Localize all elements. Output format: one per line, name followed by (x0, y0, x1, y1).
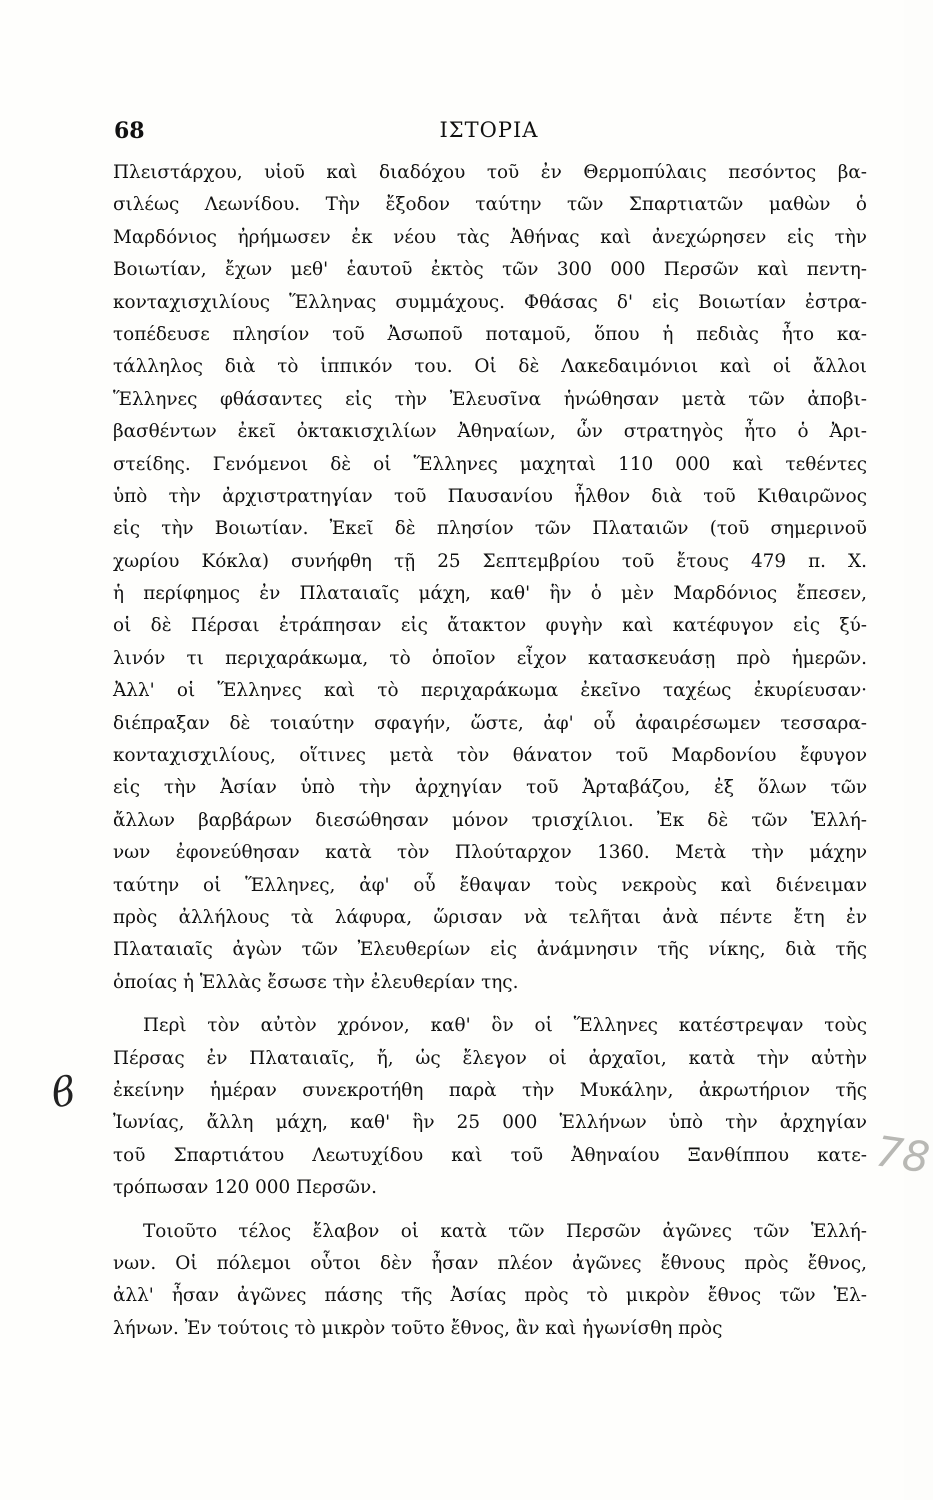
body-text (113, 157, 867, 1345)
text-line: ἐκείνην ἡμέραν συνεκροτήθη παρὰ τὴν Μυκάλην, ἀκρωτήριον τῆς (113, 1079, 867, 1101)
text-line: βασθέντων ἐκεῖ ὀκτακισχιλίων Ἀθηναίων, ὧν στρατηγὸς ἦτο ὁ Ἀρι- (113, 421, 867, 443)
text-line: λινόν τι περιχαράκωμα, τὸ ὁποῖον εἶχον κατασκευάσῃ πρὸ ἡμερῶν. (113, 647, 867, 669)
text-line: Τοιοῦτο τέλος ἔλαβον οἱ κατὰ τῶν Περσῶν ἀγῶνες τῶν Ἑλλή- (143, 1220, 867, 1242)
text-line: σιλέως Λεωνίδου. Τὴν ἔξοδον ταύτην τῶν Σπαρτιατῶν μαθὼν ὁ (113, 194, 867, 216)
margin-handwritten-note: ϐ (48, 1068, 79, 1118)
text-line: στείδης. Γενόμενοι δὲ οἱ Ἕλληνες μαχηταὶ 110 000 καὶ τεθέντες (113, 453, 867, 475)
text-line: πρὸς ἀλλήλους τὰ λάφυρα, ὥρισαν νὰ τελῆται ἀνὰ πέντε ἔτη ἐν (113, 906, 867, 928)
paragraph (113, 1216, 867, 1346)
text-line: ὁποίας ἡ Ἑλλὰς ἔσωσε τὴν ἐλευθερίαν της. (113, 971, 519, 993)
page-number: 68 (114, 118, 145, 144)
paragraph-gap (113, 1205, 867, 1216)
text-line: κονταχισχιλίους, οἵτινες μετὰ τὸν θάνατον τοῦ Μαρδονίου ἔφυγον (113, 745, 867, 767)
text-line: οἱ δὲ Πέρσαι ἐτράπησαν εἰς ἄτακτον φυγὴν καὶ κατέφυγον εἰς ξύ- (113, 615, 867, 637)
text-line: Πλειστάρχου, υἱοῦ καὶ διαδόχου τοῦ ἐν Θερμοπύλαις πεσόντος βα- (113, 162, 867, 183)
text-line: Πέρσας ἐν Πλαταιαῖς, ἤ, ὡς ἔλεγον οἱ ἀρχαῖοι, κατὰ τὴν αὐτὴν (113, 1047, 867, 1069)
running-head: ΙΣΤΟΡΙΑ (439, 118, 539, 142)
text-line: διέπραξαν δὲ τοιαύτην σφαγήν, ὥστε, ἀφ' οὗ ἀφαιρέσωμεν τεσσαρα- (113, 712, 867, 734)
text-line: κονταχισχιλίους Ἕλληνας συμμάχους. Φθάσας δ' εἰς Βοιωτίαν ἐστρα- (113, 291, 867, 313)
text-line: Πλαταιαῖς ἀγὼν τῶν Ἐλευθερίων εἰς ἀνάμνησιν τῆς νίκης, διὰ τῆς (113, 939, 867, 961)
text-line: Ἀλλ' οἱ Ἕλληνες καὶ τὸ περιχαράκωμα ἐκεῖνο ταχέως ἐκυρίευσαν· (113, 680, 867, 702)
text-line: ὑπὸ τὴν ἀρχιστρατηγίαν τοῦ Παυσανίου ἦλθον διὰ τοῦ Κιθαιρῶνος (113, 485, 867, 507)
text-line: τάλληλος διὰ τὸ ἱππικόν του. Οἱ δὲ Λακεδαιμόνιοι καὶ οἱ ἄλλοι (113, 356, 867, 378)
paragraph (113, 1010, 867, 1204)
text-line: χωρίου Κόκλα) συνήφθη τῇ 25 Σεπτεμβρίου τοῦ ἔτους 479 π. Χ. (113, 550, 867, 572)
text-line: Μαρδόνιος ἠρήμωσεν ἐκ νέου τὰς Ἀθήνας καὶ ἀνεχώρησεν εἰς τὴν (113, 226, 867, 248)
text-line: Ἕλληνες φθάσαντες εἰς τὴν Ἐλευσῖνα ἡνώθησαν μετὰ τῶν ἀποβι- (113, 388, 867, 410)
text-line: ἡ περίφημος ἐν Πλαταιαῖς μάχη, καθ' ἣν ὁ μὲν Μαρδόνιος ἔπεσεν, (113, 583, 867, 605)
text-line: εἰς τὴν Ἀσίαν ὑπὸ τὴν ἀρχηγίαν τοῦ Ἀρταβάζου, ἐξ ὅλων τῶν (113, 777, 867, 799)
paragraph (113, 157, 867, 999)
text-line: λήνων. Ἐν τούτοις τὸ μικρὸν τοῦτο ἔθνος, ἂν καὶ ἠγωνίσθη πρὸς (113, 1317, 723, 1339)
text-line: εἰς τὴν Βοιωτίαν. Ἐκεῖ δὲ πλησίον τῶν Πλαταιῶν (τοῦ σημερινοῦ (113, 518, 867, 540)
text-line: ἀλλ' ἦσαν ἀγῶνες πάσης τῆς Ἀσίας πρὸς τὸ μικρὸν ἔθνος τῶν Ἑλ- (113, 1285, 867, 1307)
paragraph-gap (113, 999, 867, 1010)
text-line: Βοιωτίαν, ἔχων μεθ' ἑαυτοῦ ἐκτὸς τῶν 300 000 Περσῶν καὶ πεντη- (113, 259, 867, 281)
text-line: τοπέδευσε πλησίον τοῦ Ἀσωποῦ ποταμοῦ, ὅπου ἡ πεδιὰς ἦτο κα- (113, 323, 867, 345)
text-line: τοῦ Σπαρτιάτου Λεωτυχίδου καὶ τοῦ Ἀθηναίου Ξανθίππου κατε- (113, 1144, 867, 1166)
text-line: Περὶ τὸν αὐτὸν χρόνον, καθ' ὃν οἱ Ἕλληνες κατέστρεψαν τοὺς (143, 1015, 867, 1037)
text-line: Ἰωνίας, ἄλλη μάχη, καθ' ἣν 25 000 Ἑλλήνων ὑπὸ τὴν ἀρχηγίαν (113, 1112, 867, 1134)
text-line: τρόπωσαν 120 000 Περσῶν. (113, 1177, 377, 1199)
pencil-mark: 78 (872, 1126, 933, 1183)
text-line: νων. Οἱ πόλεμοι οὗτοι δὲν ἦσαν πλέον ἀγῶνες ἔθνους πρὸς ἔθνος, (113, 1252, 867, 1274)
text-line: νων ἐφονεύθησαν κατὰ τὸν Πλούταρχον 1360. Μετὰ τὴν μάχην (113, 842, 867, 864)
text-line: ταύτην οἱ Ἕλληνες, ἀφ' οὗ ἔθαψαν τοὺς νεκροὺς καὶ διένειμαν (113, 874, 867, 896)
text-line: ἄλλων βαρβάρων διεσώθησαν μόνον τρισχίλιοι. Ἐκ δὲ τῶν Ἑλλή- (113, 809, 867, 831)
page-header (114, 118, 864, 150)
